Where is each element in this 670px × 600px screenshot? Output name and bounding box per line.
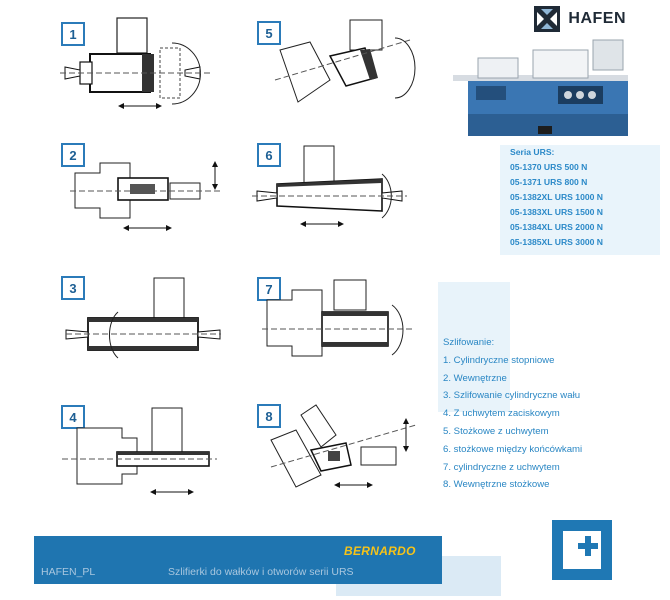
diagram-number: 3	[61, 276, 85, 300]
taper-between-centers-diagram	[252, 146, 412, 236]
brand-text: BERNARDO	[344, 544, 416, 558]
series-panel	[500, 145, 660, 255]
series-item: 05-1385XL URS 3000 N	[510, 237, 603, 247]
series-item: 05-1370 URS 500 N	[510, 162, 588, 172]
grinding-title: Szlifowanie:	[443, 337, 495, 348]
series-item: 05-1371 URS 800 N	[510, 177, 588, 187]
grinding-machine-image	[448, 30, 634, 142]
diagram-number: 7	[257, 277, 281, 301]
grinding-item: 5. Stożkowe z uchwytem	[443, 425, 549, 437]
internal-grinding-diagram	[70, 148, 230, 238]
hafen-logo-icon	[534, 6, 560, 32]
diagram-number: 8	[257, 404, 281, 428]
grinding-item: 8. Wewnętrzne stożkowe	[443, 479, 550, 491]
series-item: 05-1382XL URS 1000 N	[510, 192, 603, 202]
logo-text: HAFEN	[568, 10, 626, 27]
cylindrical-shaft-grinding-diagram	[66, 278, 226, 368]
grinding-item: 7. cylindryczne z uchwytem	[443, 461, 560, 473]
footer-title: Szlifierki do wałków i otworów serii URS	[168, 566, 354, 578]
series-item: 05-1384XL URS 2000 N	[510, 222, 603, 232]
grinding-item: 3. Szlifowanie cylindryczne wału	[443, 390, 581, 402]
series-item: 05-1383XL URS 1500 N	[510, 207, 603, 217]
bernardo-logo	[344, 542, 432, 560]
collet-chuck-grinding-diagram	[62, 408, 222, 503]
diagram-number: 1	[61, 22, 85, 46]
diagram-number: 6	[257, 143, 281, 167]
series-title: Seria URS:	[510, 147, 555, 157]
add-plus-button[interactable]	[552, 520, 612, 580]
grinding-item: 2. Wewnętrzne	[443, 372, 507, 384]
diagram-number: 5	[257, 21, 281, 45]
grinding-list	[443, 334, 582, 494]
hafen-logo	[534, 6, 626, 32]
plus-icon	[563, 531, 601, 569]
internal-taper-grinding-diagram	[266, 405, 426, 495]
grinding-item: 6. stożkowe między końcówkami	[443, 443, 583, 455]
cylindrical-chuck-grinding-diagram	[262, 280, 422, 370]
footer-handle: HAFEN_PL	[41, 566, 96, 578]
grinding-item: 1. Cylindryczne stopniowe	[443, 354, 555, 366]
grinding-item: 4. Z uchwytem zaciskowym	[443, 408, 560, 420]
taper-chuck-grinding-diagram	[270, 20, 420, 120]
cylindrical-step-grinding-diagram	[60, 18, 220, 118]
diagram-number: 4	[61, 405, 85, 429]
diagram-number: 2	[61, 143, 85, 167]
